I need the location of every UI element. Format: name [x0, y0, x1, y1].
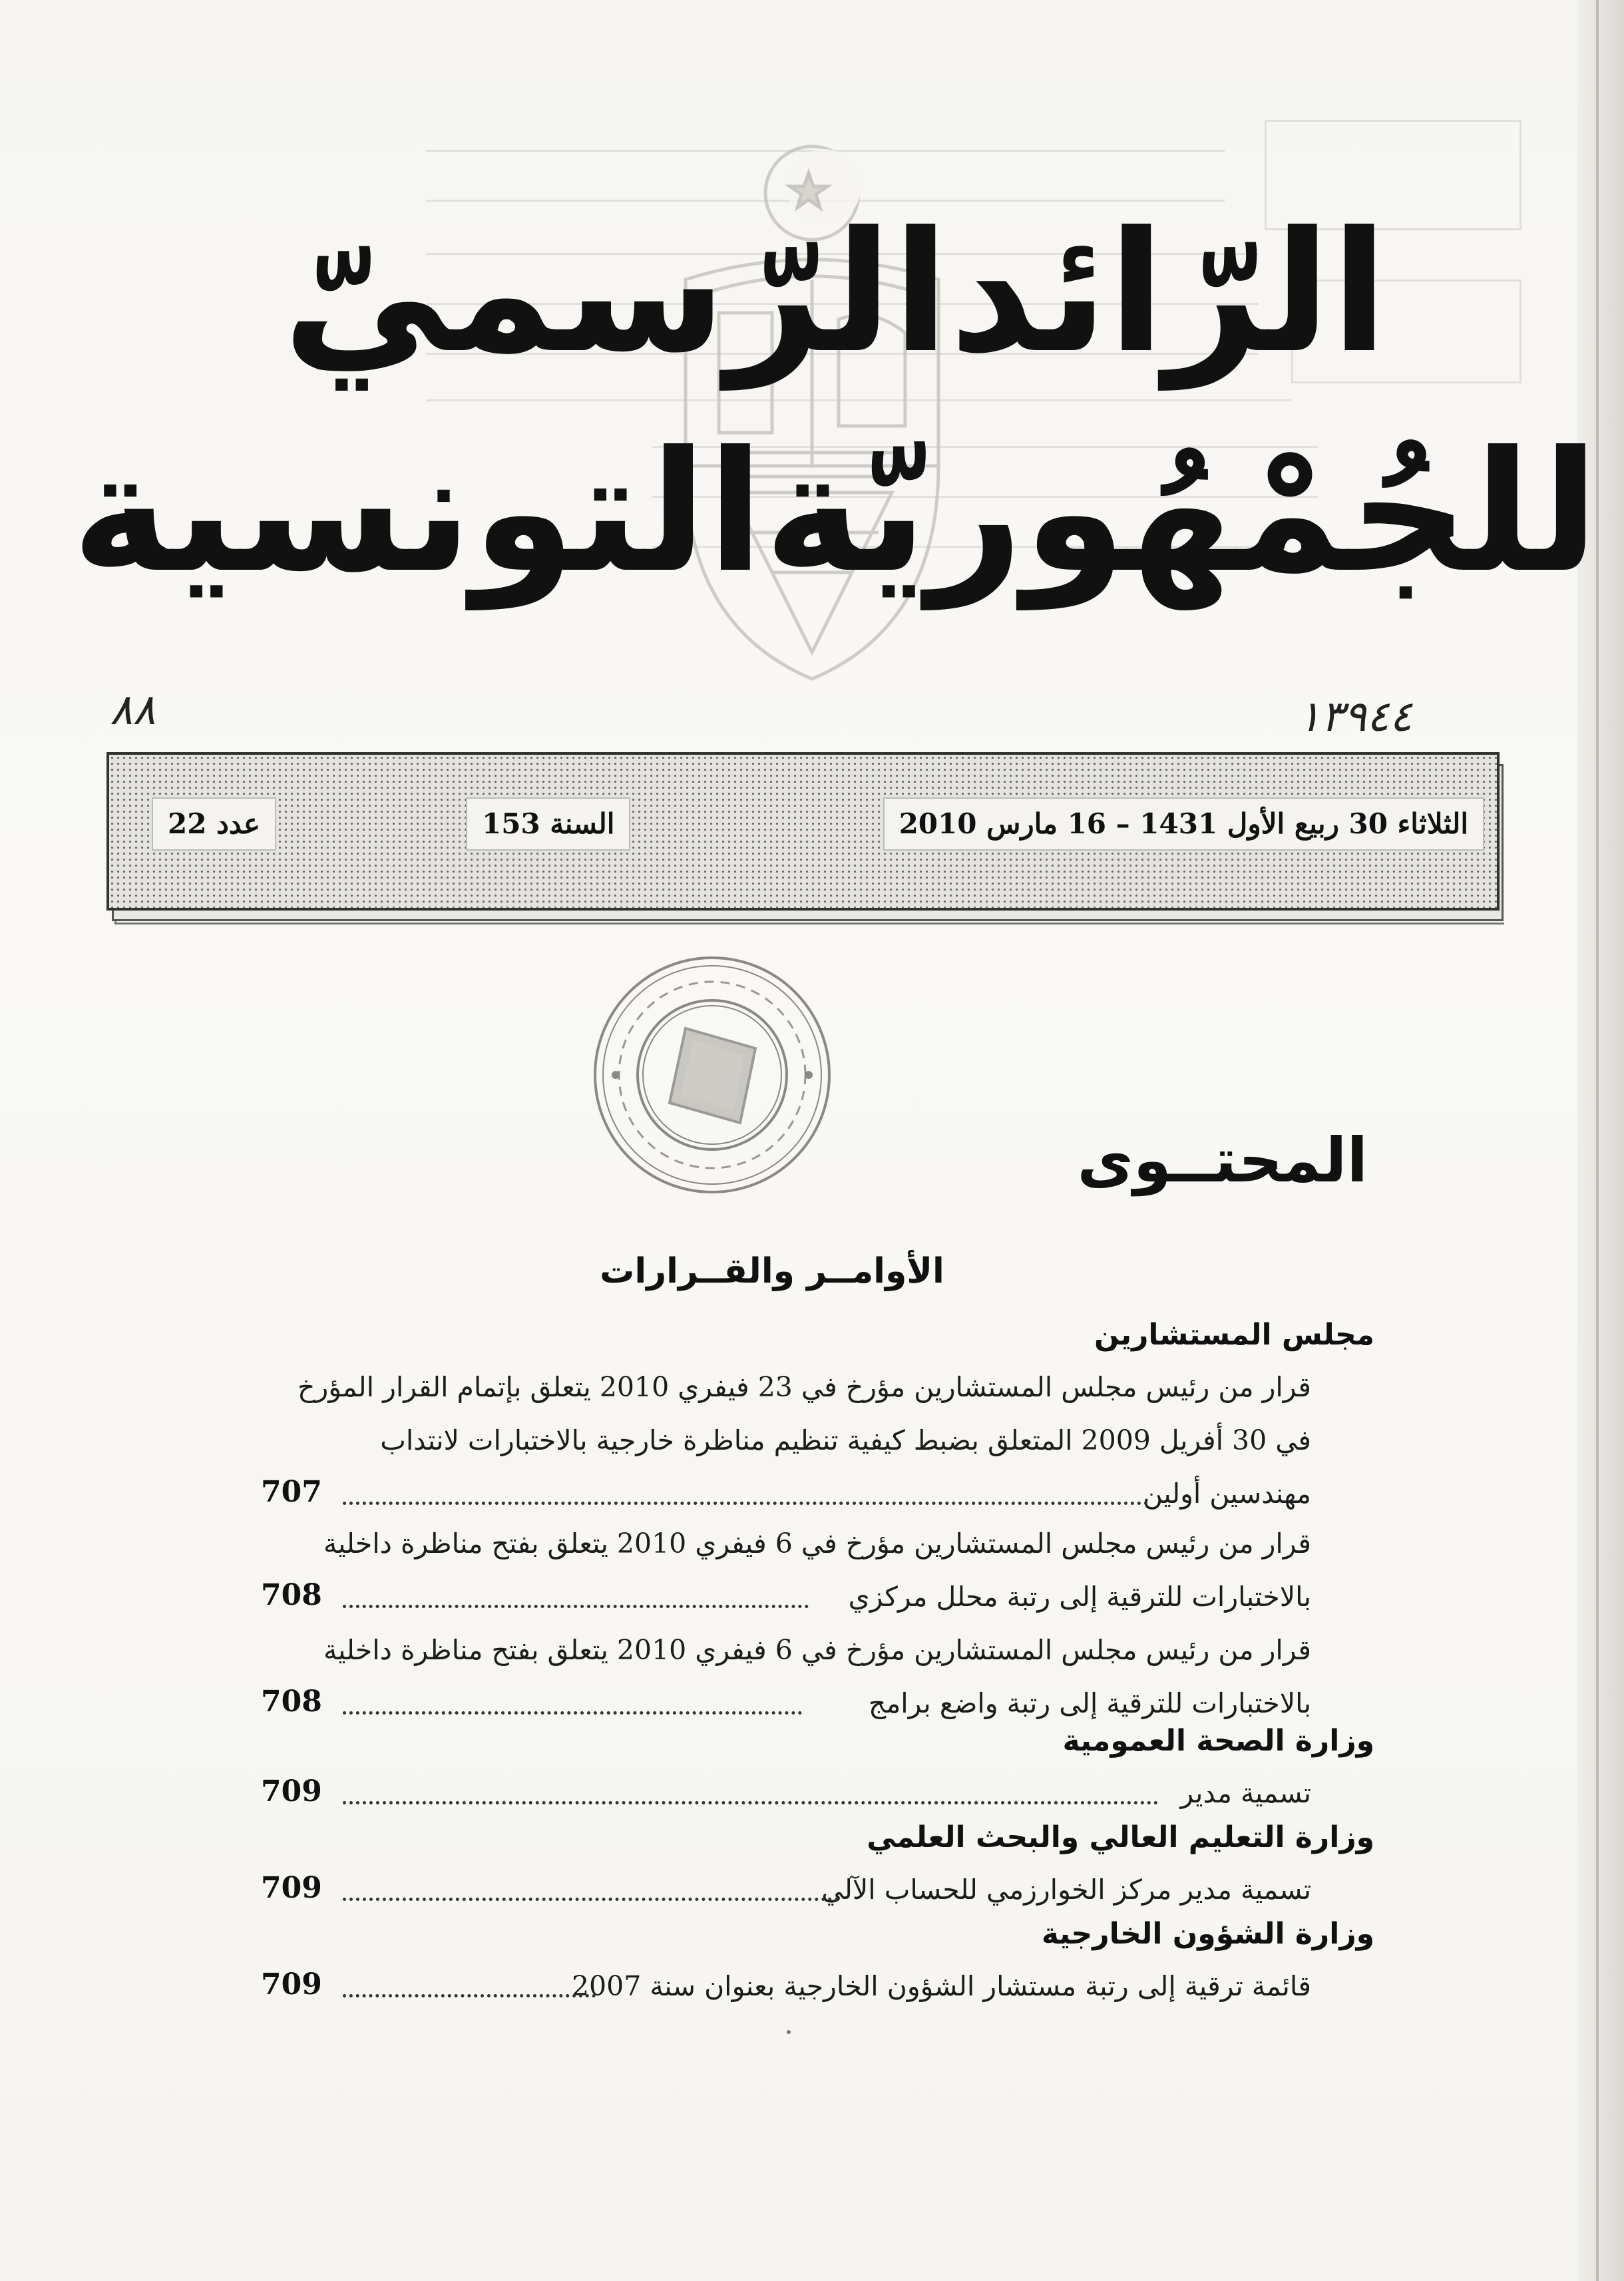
toc-leader-dots: [343, 1895, 839, 1901]
toc-leader-dots: [343, 1602, 809, 1608]
handwritten-note-left: ٨٨: [110, 686, 156, 735]
toc-page-number: 709: [261, 1968, 322, 2001]
toc-leader-dots: [343, 1499, 1148, 1505]
toc-page-number: 707: [261, 1475, 322, 1509]
toc-page-number: 709: [261, 1774, 322, 1808]
toc-entry-line: بالاختبارات للترقية إلى رتبة محلل مركزي: [848, 1581, 1311, 1613]
handwritten-note-right: ١٣٩٤٤: [1298, 692, 1412, 741]
issue-year: السنة 153: [466, 797, 630, 851]
library-stamp: [586, 948, 839, 1201]
ministry-heading: وزارة الشؤون الخارجية: [1041, 1917, 1374, 1951]
toc-entry-line: تسمية مدير: [1180, 1777, 1311, 1809]
toc-entry-line: قرار من رئيس مجلس المستشارين مؤرخ في 6 فيفري 2010 يتعلق بفتح مناظرة داخلية: [323, 1528, 1311, 1559]
toc-entry-line: قرار من رئيس مجلس المستشارين مؤرخ في 6 فيفري 2010 يتعلق بفتح مناظرة داخلية: [323, 1634, 1311, 1666]
stray-mark: [787, 2030, 791, 2034]
toc-leader-dots: [343, 1991, 596, 1997]
issue-date: الثلاثاء 30 ربيع الأول 1431 – 16 مارس 2010: [883, 797, 1484, 851]
toc-page-number: 709: [261, 1871, 322, 1905]
ministry-heading: وزارة الصحة العمومية: [1062, 1724, 1374, 1758]
toc-page-number: 708: [261, 1685, 322, 1719]
issue-number: عدد 22: [152, 797, 276, 851]
ministry-heading: مجلس المستشارين: [1094, 1318, 1374, 1352]
toc-entry-line: قرار من رئيس مجلس المستشارين مؤرخ في 23 فيفري 2010 يتعلق بإتمام القرار المؤرخ: [298, 1371, 1311, 1403]
toc-leader-dots: [343, 1798, 1158, 1804]
masthead-title-line-1: الرّائدالرّسميّ: [282, 196, 1388, 389]
toc-entry-line: بالاختبارات للترقية إلى رتبة واضع برامج: [868, 1687, 1311, 1719]
section-heading-orders-decisions: الأوامــر والقــرارات: [600, 1251, 944, 1291]
toc-entry-line: مهندسين أولين: [1143, 1478, 1311, 1510]
toc-page-number: 708: [261, 1578, 322, 1612]
toc-entry-line: تسمية مدير مركز الخوارزمي للحساب الآلي: [821, 1874, 1311, 1906]
toc-entry-line: قائمة ترقية إلى رتبة مستشار الشؤون الخارجية بعنوان سنة 2007: [571, 1970, 1311, 2002]
contents-title: المحتــوى: [1077, 1125, 1368, 1196]
toc-leader-dots: [343, 1709, 802, 1715]
masthead-title-line-2: للجُمْهُوريّةالتونسية: [71, 415, 1599, 609]
ministry-heading: وزارة التعليم العالي والبحث العلمي: [867, 1820, 1374, 1854]
toc-entry-line: في 30 أفريل 2009 المتعلق بضبط كيفية تنظيم مناظرة خارجية بالاختبارات لانتداب: [380, 1424, 1311, 1456]
